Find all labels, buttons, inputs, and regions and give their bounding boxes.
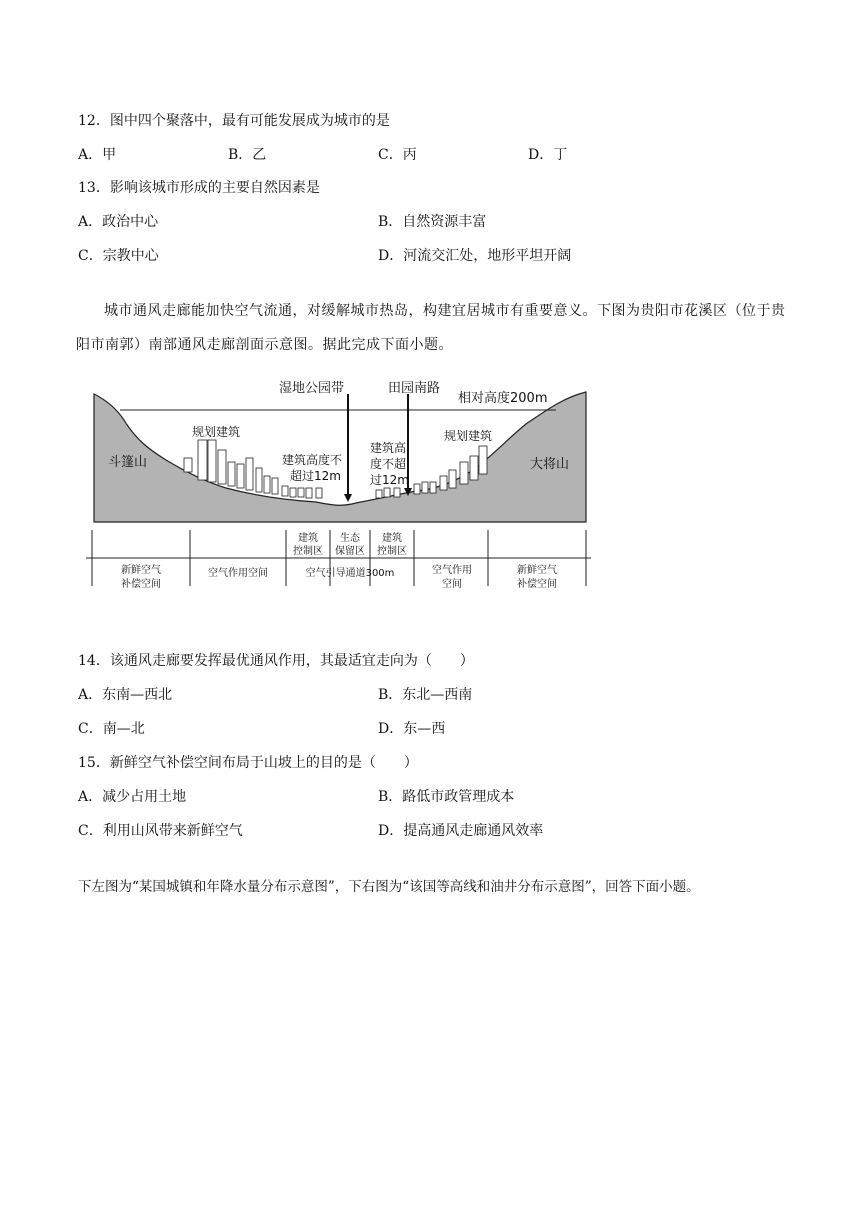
passage-ventilation-corridor: 城市通风走廊能加快空气流通，对缓解城市热岛，构建宜居城市有重要意义。下图为贵阳市花溪区（位于贵阳市南郭）南部通风走廊剖面示意图。据此完成下面小题。 — [76, 303, 786, 353]
label-left-mountain: 斗篷山 — [108, 455, 148, 470]
q13-option-b: B．自然资源丰富 — [378, 214, 487, 230]
q13-option-c: C．宗教中心 — [78, 248, 159, 264]
zone-bottom-5-line2: 补偿空间 — [517, 579, 557, 590]
zone-bottom-1-line1: 新鲜空气 — [121, 565, 161, 576]
label-height-limit-right-3: 过12m — [370, 473, 409, 487]
q14-option-c: C．南—北 — [78, 721, 145, 737]
zone-bottom-3: 空气引导通道300m — [305, 568, 395, 579]
q14-option-d: D．东—西 — [378, 721, 446, 737]
passage-next-questions: 下左图为“某国城镇和年降水量分布示意图”，下右图为“该国等高线和油井分布示意图”，回答下面小题。 — [78, 879, 700, 895]
q14-option-a: A．东南—西北 — [78, 687, 173, 703]
zone-bottom-2: 空气作用空间 — [208, 568, 268, 579]
label-relative-height: 相对高度200m — [458, 391, 548, 406]
ventilation-corridor-cross-section-figure — [86, 378, 596, 600]
label-height-limit-right-1: 建筑高 — [370, 441, 407, 455]
q12-option-b: B．乙 — [228, 147, 267, 163]
zone-top-3-line2: 控制区 — [377, 546, 407, 557]
wetland-arrow-head — [344, 494, 352, 502]
zone-bottom-5-line1: 新鲜空气 — [517, 565, 557, 576]
q13-option-d: D．河流交汇处，地形平坦开阔 — [378, 248, 572, 264]
zone-bottom-4-line2: 空间 — [442, 579, 462, 590]
q15-option-d: D．提高通风走廊通风效率 — [378, 823, 544, 839]
label-right-mountain: 大将山 — [530, 457, 570, 472]
label-wetland: 湿地公园带 — [278, 381, 344, 396]
q15-stem: 15．新鲜空气补偿空间布局于山坡上的目的是（ ） — [78, 755, 418, 771]
zone-top-2-line1: 生态 — [340, 533, 360, 544]
q12-stem: 12．图中四个聚落中，最有可能发展成为城市的是 — [78, 113, 390, 129]
zone-bottom-4-line1: 空气作用 — [432, 565, 472, 576]
label-planned-right: 规划建筑 — [444, 429, 493, 443]
zone-top-1-line1: 建筑 — [298, 533, 318, 544]
q15-option-a: A．减少占用土地 — [78, 789, 187, 805]
label-height-limit-left-2: 超过12m — [290, 469, 341, 483]
zone-top-2-line2: 保留区 — [335, 546, 365, 557]
q13-stem: 13．影响该城市形成的主要自然因素是 — [78, 180, 320, 196]
q15-option-c: C．利用山风带来新鲜空气 — [78, 823, 243, 839]
label-height-limit-left-1: 建筑高度不 — [282, 453, 343, 467]
label-road: 田园南路 — [388, 381, 441, 396]
zone-bottom-1-line2: 补偿空间 — [121, 579, 161, 590]
label-height-limit-right-2: 度不超 — [370, 457, 407, 471]
zone-top-3-line1: 建筑 — [382, 533, 402, 544]
zone-top-1-line2: 控制区 — [293, 546, 323, 557]
q14-stem: 14．该通风走廊要发挥最优通风作用，其最适宜走向为（ ） — [78, 653, 474, 669]
q12-option-c: C．丙 — [378, 147, 417, 163]
q15-option-b: B．路低市政管理成本 — [378, 789, 515, 805]
q12-option-d: D．丁 — [528, 147, 568, 163]
q12-option-a: A．甲 — [78, 147, 117, 163]
q13-option-a: A．政治中心 — [78, 214, 159, 230]
label-planned-left: 规划建筑 — [192, 425, 241, 439]
q14-option-b: B．东北—西南 — [378, 687, 473, 703]
